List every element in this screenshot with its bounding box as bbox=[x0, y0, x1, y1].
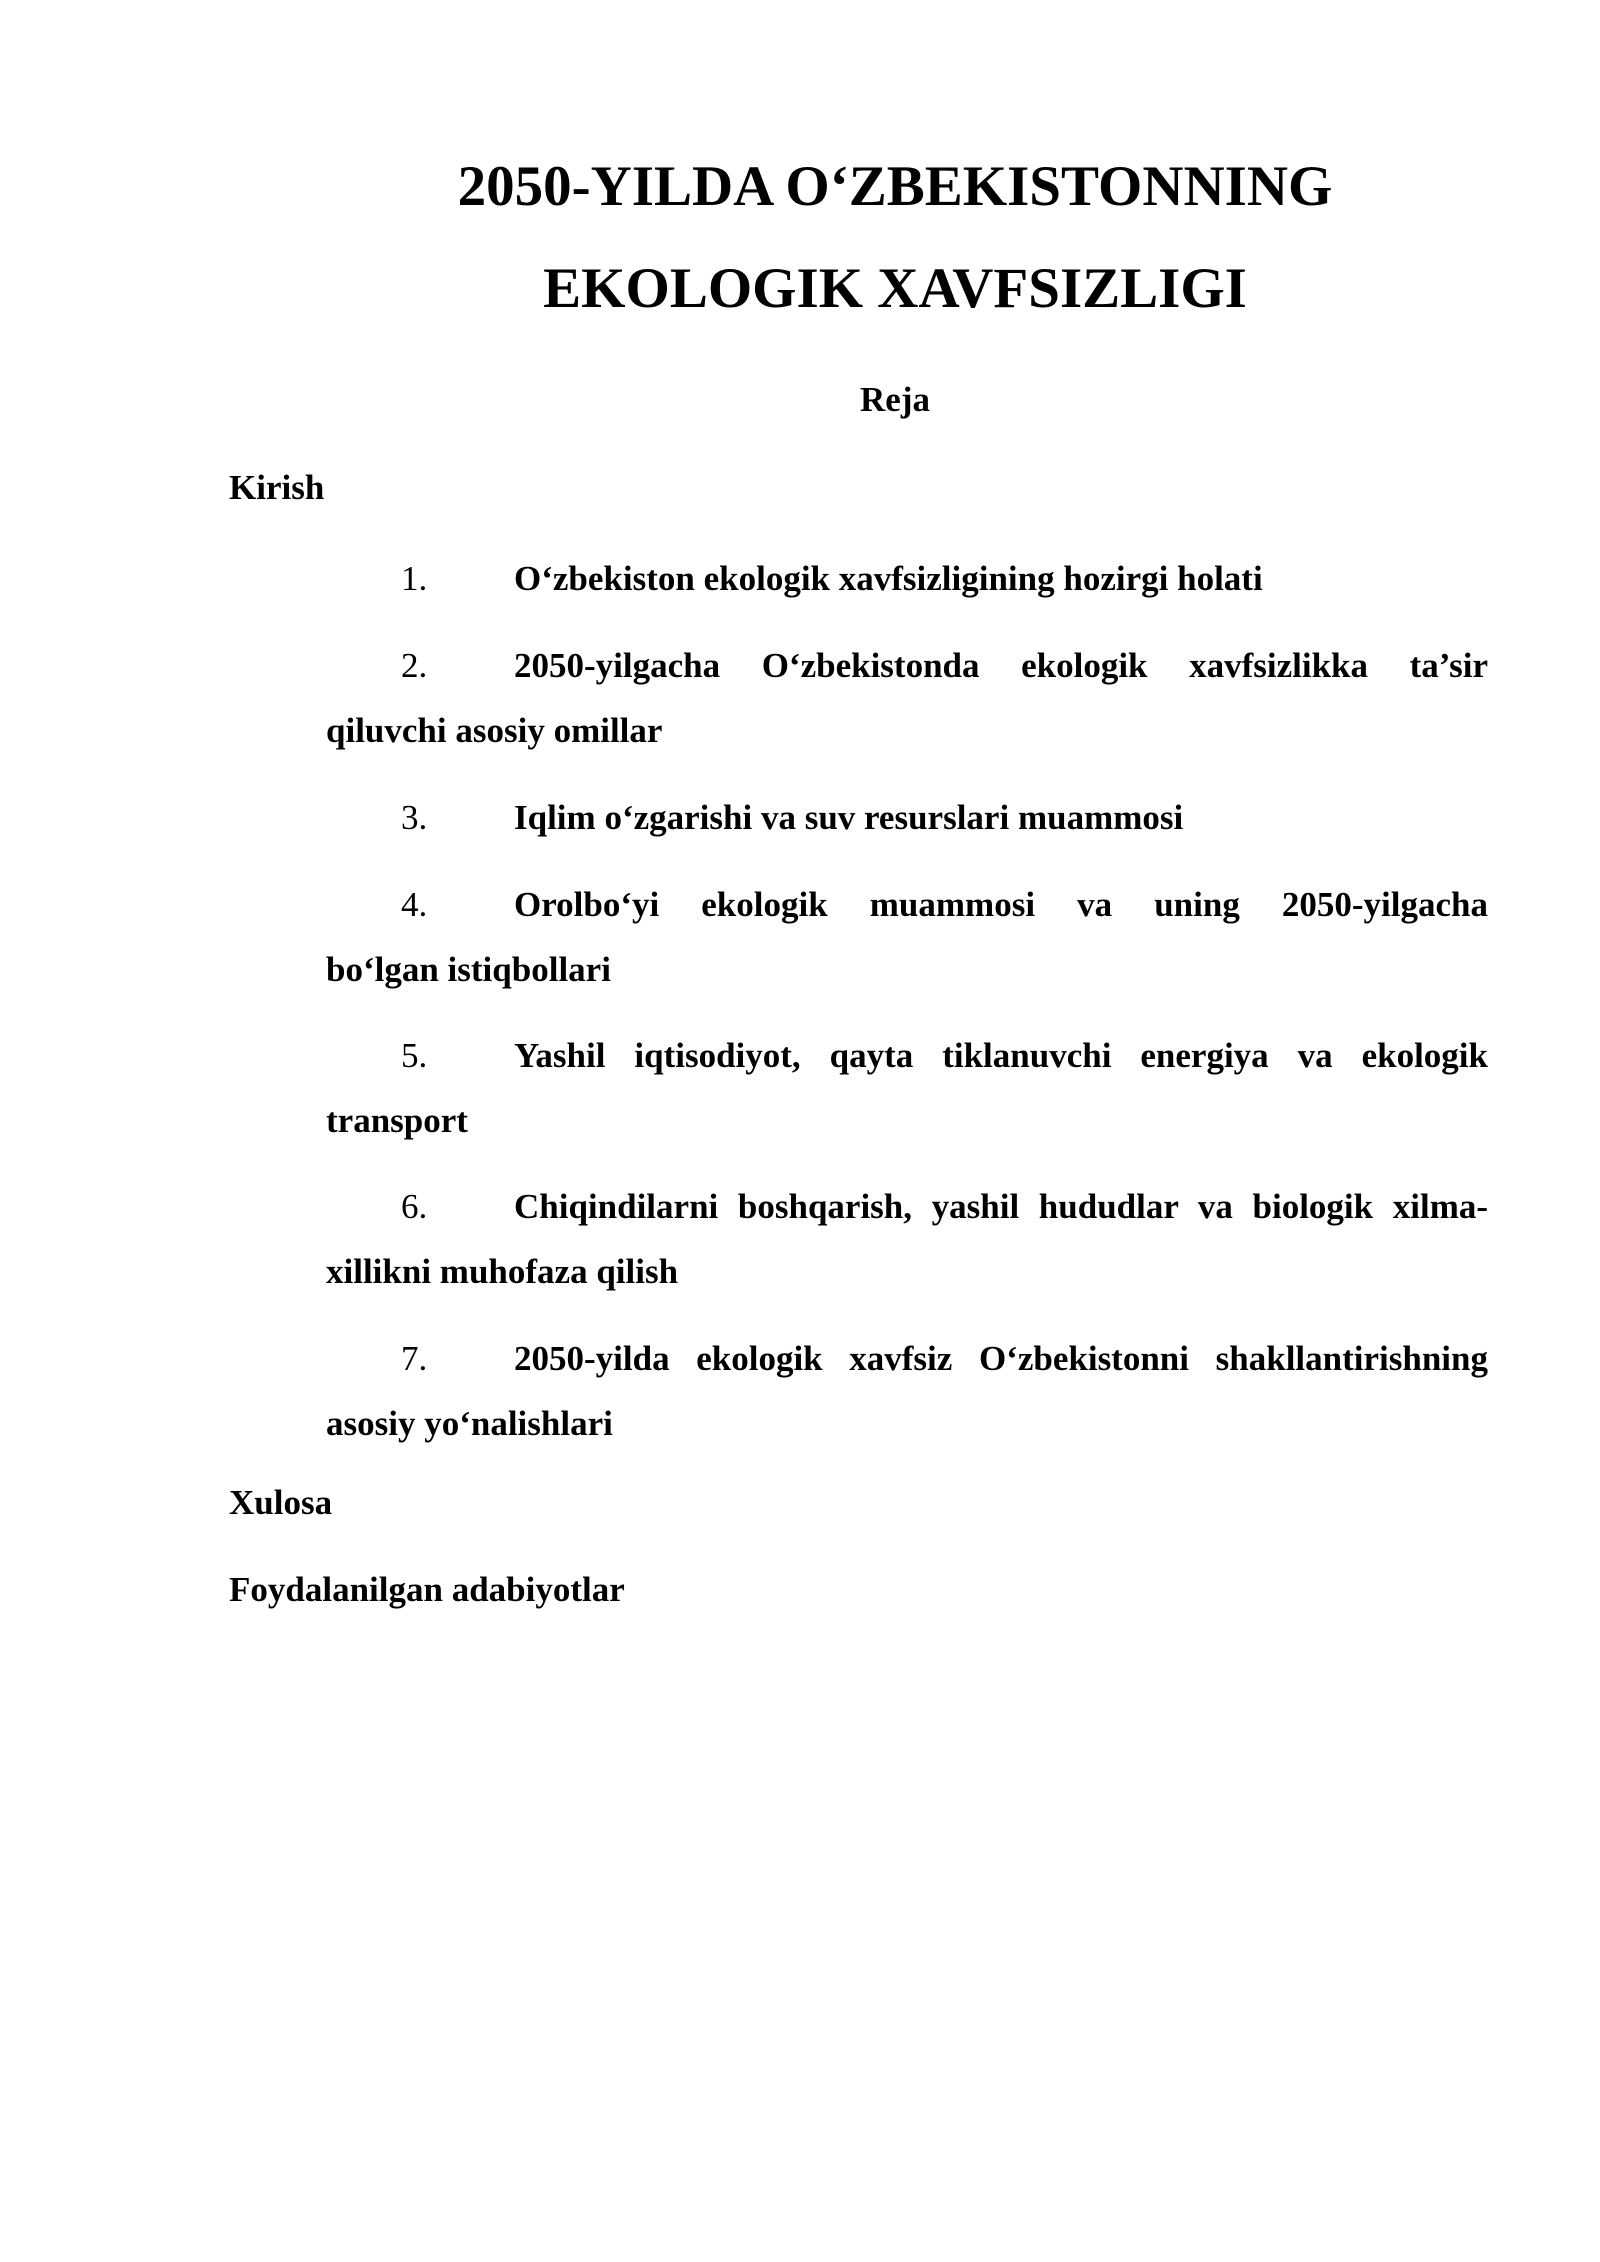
plan-item-number: 1. bbox=[401, 559, 428, 598]
plan-item-3 bbox=[326, 785, 1488, 850]
plan-item-number: 3. bbox=[401, 798, 428, 837]
plan-item-4 bbox=[326, 872, 1488, 1002]
plan-item-continuation: bo‘lgan istiqbollari bbox=[326, 950, 611, 989]
plan-item-text: O‘zbekiston ekologik xavfsizligining hozirgi holati bbox=[514, 559, 1263, 598]
plan-item-number: 7. bbox=[401, 1339, 428, 1378]
plan-item-text: Yashil iqtisodiyot, qayta tiklanuvchi energiya va ekologik bbox=[514, 1036, 1488, 1075]
plan-item-text: 2050-yilda ekologik xavfsiz O‘zbekistonni shakllantirishning bbox=[514, 1339, 1488, 1378]
plan-item-continuation: qiluvchi asosiy omillar bbox=[326, 711, 663, 750]
section-references: Foydalanilgan adabiyotlar bbox=[229, 1570, 625, 1609]
plan-item-text: Chiqindilarni boshqarish, yashil hududlar va biologik xilma- bbox=[514, 1187, 1488, 1226]
plan-item-1 bbox=[326, 546, 1488, 611]
section-intro: Kirish bbox=[229, 468, 325, 507]
plan-item-5 bbox=[326, 1023, 1488, 1153]
plan-item-2 bbox=[326, 633, 1488, 763]
document-title-line-2: EKOLOGIK XAVFSIZLIGI bbox=[543, 257, 1247, 320]
plan-item-number: 4. bbox=[401, 885, 428, 924]
plan-item-continuation: transport bbox=[326, 1101, 468, 1140]
plan-item-6 bbox=[326, 1174, 1488, 1304]
section-conclusion: Xulosa bbox=[229, 1483, 333, 1522]
plan-item-number: 2. bbox=[401, 646, 428, 685]
plan-item-continuation: xillikni muhofaza qilish bbox=[326, 1252, 679, 1291]
plan-item-7 bbox=[326, 1326, 1488, 1456]
document-title-line-1: 2050-YILDA O‘ZBEKISTONNING bbox=[457, 155, 1333, 218]
plan-item-text: Iqlim o‘zgarishi va suv resurslari muammosi bbox=[514, 798, 1184, 837]
plan-item-number: 6. bbox=[401, 1187, 428, 1226]
plan-item-text: Orolbo‘yi ekologik muammosi va uning 2050-yilgacha bbox=[514, 885, 1488, 924]
plan-item-continuation: asosiy yo‘nalishlari bbox=[326, 1404, 613, 1443]
plan-item-number: 5. bbox=[401, 1036, 428, 1075]
plan-heading: Reja bbox=[860, 380, 930, 419]
plan-item-text: 2050-yilgacha O‘zbekistonda ekologik xavfsizlikka ta’sir bbox=[514, 646, 1488, 685]
